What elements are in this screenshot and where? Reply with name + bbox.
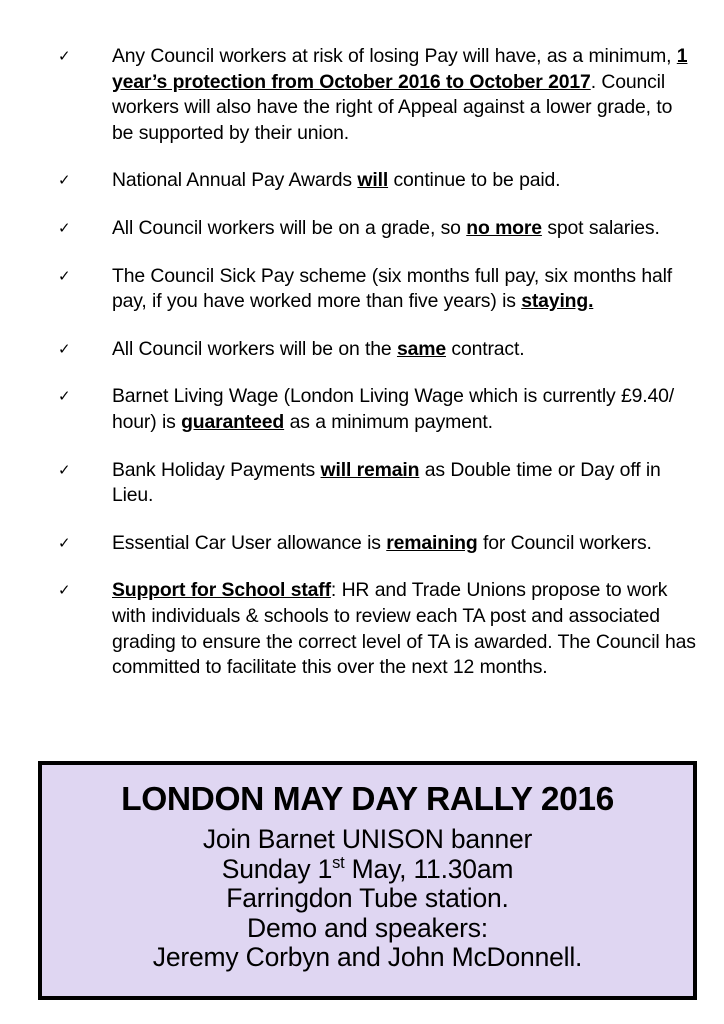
body-text: spot salaries. <box>541 216 660 239</box>
emphasis-text: remaining <box>386 531 478 554</box>
rally-details <box>42 825 693 973</box>
emphasis-text: guaranteed <box>181 410 285 433</box>
rally-announcement-box <box>38 761 697 1000</box>
rally-line-speakers: Jeremy Corbyn and John McDonnell. <box>152 942 583 973</box>
body-text: for Council workers. <box>477 531 652 554</box>
body-text: as a minimum payment. <box>284 410 493 433</box>
body-text: contract. <box>445 337 525 360</box>
body-text: continue to be paid. <box>388 169 561 192</box>
emphasis-text: staying. <box>521 290 594 313</box>
bullet-item-sick-pay-scheme <box>0 264 724 315</box>
bullet-text-pay-protection <box>112 44 696 146</box>
bullet-text-support-for-school-staff <box>112 578 696 680</box>
bullet-item-essential-car-user <box>0 531 724 557</box>
body-text: National Annual Pay Awards <box>112 169 358 192</box>
body-text: . Council workers will also have the right of Appeal against a lower grade, to be supported by their union. <box>112 70 673 144</box>
bullet-item-barnet-living-wage <box>0 384 724 435</box>
ordinal-suffix: st <box>332 853 345 872</box>
checkmark-icon: ✓ <box>58 47 71 65</box>
emphasis-text: same <box>396 337 446 360</box>
rally-line-prefix: Sunday 1 <box>221 853 333 884</box>
checkmark-icon: ✓ <box>58 171 71 190</box>
bullet-text-essential-car-user <box>112 531 696 557</box>
emphasis-text: no more <box>466 216 542 239</box>
emphasis-text: 1 year’s protection from October 2016 to October 2017 <box>112 45 688 93</box>
body-text: Bank Holiday Payments <box>112 458 321 481</box>
bullet-text-national-annual-pay-awards <box>112 168 696 194</box>
rally-line-date-time <box>42 855 693 885</box>
bullet-item-pay-protection <box>0 44 724 146</box>
body-text: Barnet Living Wage (London Living Wage which is currently £9.40/ hour) is <box>112 385 675 433</box>
body-text: as Double time or Day off in Lieu. <box>112 458 661 507</box>
rally-line-join-banner: Join Barnet UNISON banner <box>202 824 533 854</box>
body-text: All Council workers will be on a grade, so <box>112 216 467 239</box>
emphasis-text: will remain <box>320 458 420 481</box>
checkmark-icon: ✓ <box>58 218 71 237</box>
bullet-item-bank-holiday-payments <box>0 458 724 509</box>
emphasis-text: Support for School staff <box>112 579 331 602</box>
rally-line-location: Farringdon Tube station. <box>226 883 509 914</box>
rally-title: LONDON MAY DAY RALLY 2016 <box>121 781 614 818</box>
body-text: The Council Sick Pay scheme (six months full pay, six months half pay, if you have worked more than five years) is <box>112 264 673 313</box>
checkmark-icon: ✓ <box>58 387 71 406</box>
emphasis-text: will <box>357 169 389 192</box>
checkmark-icon: ✓ <box>58 581 71 600</box>
body-text: : HR and Trade Unions propose to work with individuals & schools to review each TA post and associated grading to ensure the correct level of TA is awarded. The Council has committed to facilitate this over the next 12 months. <box>112 579 696 679</box>
body-text: Essential Car User allowance is <box>112 531 387 554</box>
body-text: All Council workers will be on the <box>112 337 397 360</box>
bullet-item-grades-no-spot-salaries <box>0 216 724 242</box>
bullet-text-bank-holiday-payments <box>112 458 696 509</box>
checkmark-icon: ✓ <box>58 339 71 358</box>
bullet-item-national-annual-pay-awards <box>0 168 724 194</box>
bullet-text-same-contract <box>112 337 696 363</box>
bullet-item-support-for-school-staff <box>0 578 724 680</box>
bullet-text-barnet-living-wage <box>112 384 696 435</box>
checkmark-icon: ✓ <box>58 460 71 479</box>
rally-line-demo: Demo and speakers: <box>247 912 488 943</box>
rally-line-suffix: May, 11.30am <box>344 853 514 884</box>
bullet-text-grades-no-spot-salaries <box>112 216 696 242</box>
agreement-points-list <box>0 44 724 703</box>
checkmark-icon: ✓ <box>58 266 71 285</box>
bullet-item-same-contract <box>0 337 724 363</box>
checkmark-icon: ✓ <box>58 533 71 552</box>
bullet-text-sick-pay-scheme <box>112 264 696 315</box>
body-text: Any Council workers at risk of losing Pay will have, as a minimum, <box>112 45 677 67</box>
